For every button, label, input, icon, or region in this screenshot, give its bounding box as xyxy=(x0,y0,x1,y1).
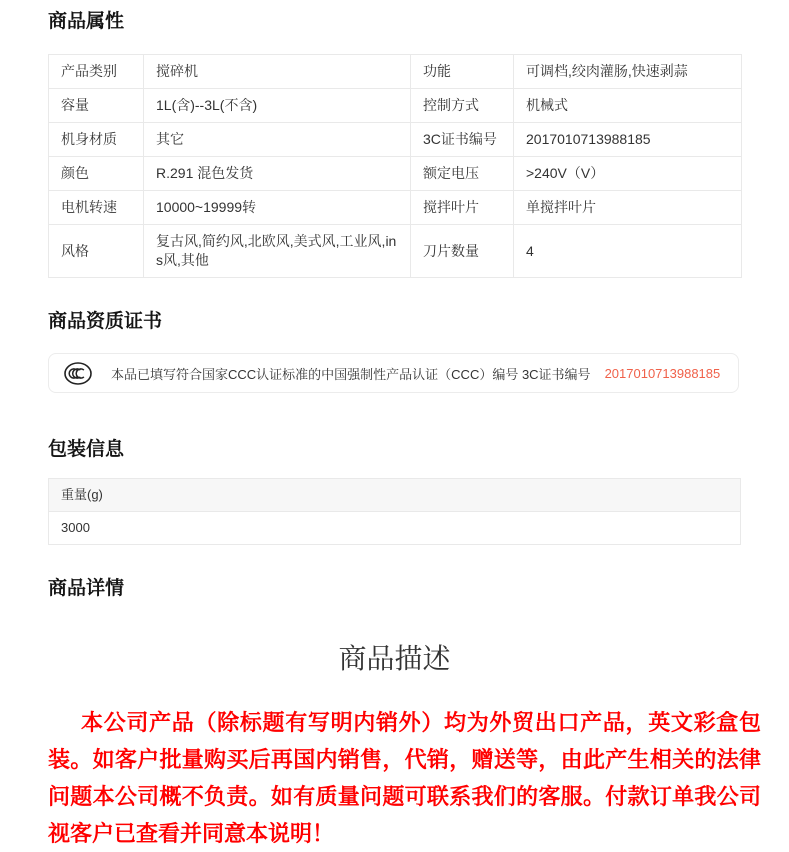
section-title-attributes: 商品属性 xyxy=(48,11,125,32)
attr-label: 控制方式 xyxy=(411,89,514,123)
pkg-weight-value: 3000 xyxy=(49,512,741,545)
attr-value: 机械式 xyxy=(514,89,742,123)
cert-number-link[interactable]: 2017010713988185 xyxy=(604,365,721,381)
section-title-packaging: 包装信息 xyxy=(48,439,125,460)
attr-label: 产品类别 xyxy=(49,55,144,89)
ccc-logo-icon xyxy=(63,361,93,386)
certificate-box xyxy=(48,353,739,393)
section-title-detail: 商品详情 xyxy=(48,578,125,599)
attr-value: R.291 混色发货 xyxy=(144,157,411,191)
attr-label: 风格 xyxy=(49,225,144,278)
attr-value: 4 xyxy=(514,225,742,278)
table-row xyxy=(49,123,742,157)
attr-label: 额定电压 xyxy=(411,157,514,191)
attr-label: 功能 xyxy=(411,55,514,89)
detail-body xyxy=(48,643,761,852)
attr-label: 电机转速 xyxy=(49,191,144,225)
attr-label: 3C证书编号 xyxy=(411,123,514,157)
attr-label: 刀片数量 xyxy=(411,225,514,278)
attr-label: 搅拌叶片 xyxy=(411,191,514,225)
attr-label: 颜色 xyxy=(49,157,144,191)
attr-value: >240V（V） xyxy=(514,157,742,191)
attr-value: 2017010713988185 xyxy=(514,123,742,157)
section-title-certificate: 商品资质证书 xyxy=(48,311,163,332)
attr-value: 复古风,简约风,北欧风,美式风,工业风,ins风,其他 xyxy=(144,225,411,278)
attr-label: 容量 xyxy=(49,89,144,123)
attr-value: 1L(含)--3L(不含) xyxy=(144,89,411,123)
detail-description-heading: 商品描述 xyxy=(338,643,451,674)
table-row xyxy=(49,479,741,512)
pkg-weight-header: 重量(g) xyxy=(49,479,741,512)
table-row xyxy=(49,157,742,191)
attr-label: 机身材质 xyxy=(49,123,144,157)
packaging-table xyxy=(48,478,741,545)
attr-value: 其它 xyxy=(144,123,411,157)
detail-disclaimer-text: 本公司产品（除标题有写明内销外）均为外贸出口产品，英文彩盒包装。如客户批量购买后再国内销售，代销，赠送等，由此产生相关的法律问题本公司概不负责。如有质量问题可联系我们的客服。付款订单我公司视客户已查看并同意本说明！ xyxy=(48,710,761,846)
attr-value: 可调档,绞肉灌肠,快速剥蒜 xyxy=(514,55,742,89)
table-row xyxy=(49,512,741,545)
table-row xyxy=(49,191,742,225)
attr-value: 10000~19999转 xyxy=(144,191,411,225)
table-row xyxy=(49,89,742,123)
attr-value: 单搅拌叶片 xyxy=(514,191,742,225)
attr-value: 搅碎机 xyxy=(144,55,411,89)
attributes-table xyxy=(48,54,742,278)
table-row xyxy=(49,55,742,89)
table-row xyxy=(49,225,742,278)
certificate-text: 本品已填写符合国家CCC认证标准的中国强制性产品认证（CCC）编号 3C证书编号 xyxy=(111,366,591,382)
